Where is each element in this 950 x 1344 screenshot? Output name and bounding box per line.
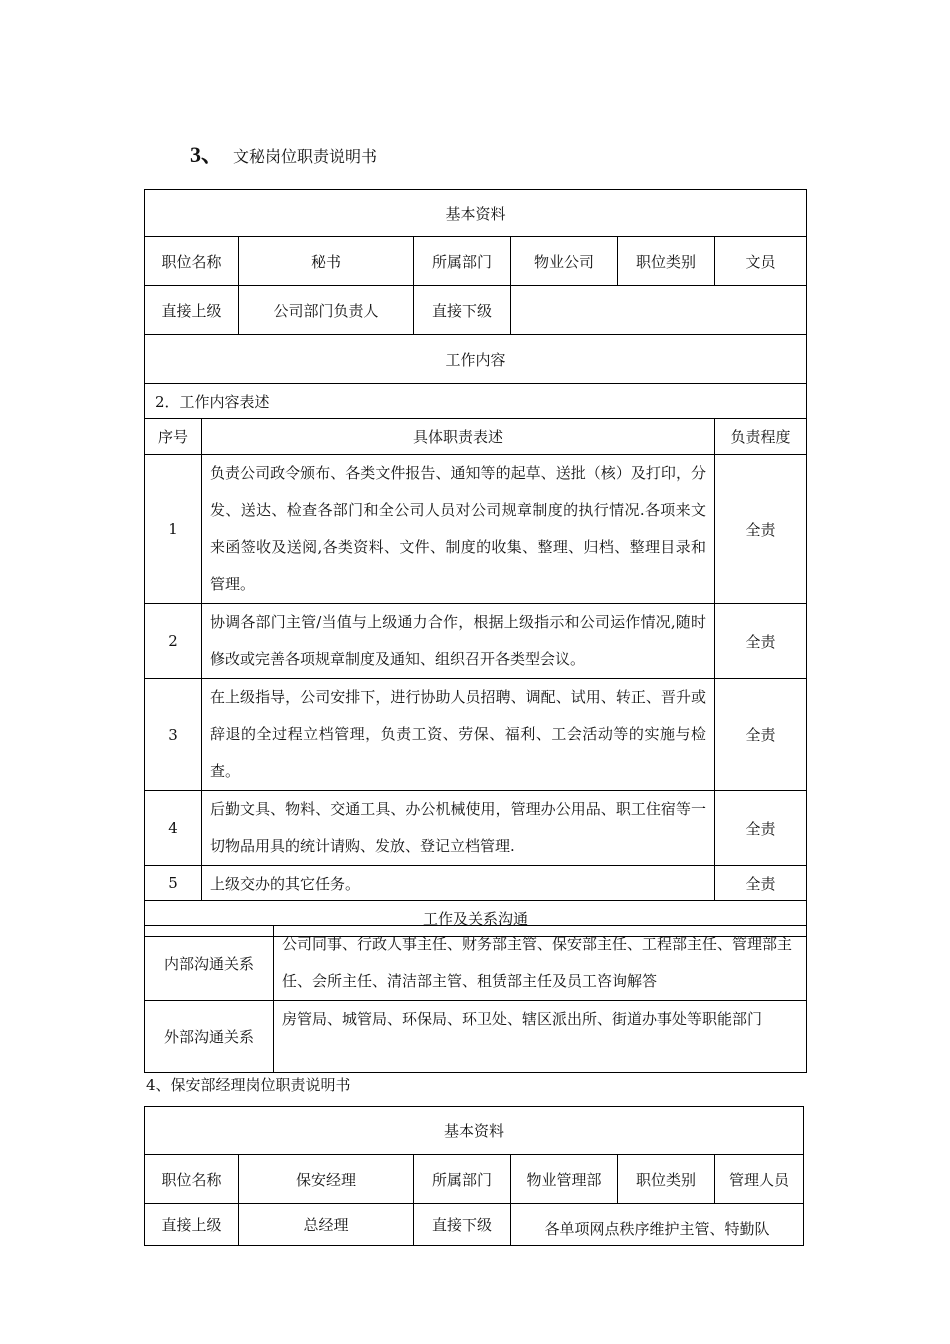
duty-level: 全责: [715, 455, 807, 604]
cell: 所属部门: [414, 1155, 511, 1204]
cell: 公司部门负责人: [239, 286, 414, 335]
cell: 所属部门: [414, 237, 511, 286]
duty-text: 后勤文具、物料、交通工具、办公机械使用，管理办公用品、职工住宿等一切物品用具的统计请购、发放、登记立档管理.: [202, 791, 715, 866]
comm-text-internal: 公司同事、行政人事主任、财务部主管、保安部主任、工程部主任、管理部主任、会所主任、清洁部主管、租赁部主任及员工咨询解答: [274, 926, 807, 1001]
cell: 总经理: [239, 1204, 414, 1246]
comm-label-external: 外部沟通关系: [145, 1001, 274, 1073]
duty-text: 上级交办的其它任务。: [202, 866, 715, 901]
cell: 各单项网点秩序维护主管、特勤队: [511, 1204, 804, 1246]
section-number: 3、: [190, 142, 224, 167]
work-content-header: 工作内容: [145, 335, 807, 384]
duty-level: 全责: [715, 791, 807, 866]
duties-table: [144, 383, 807, 937]
cell: 管理人员: [715, 1155, 804, 1204]
cell: 直接上级: [145, 286, 239, 335]
table-row: [145, 791, 807, 866]
cell: 直接下级: [414, 286, 511, 335]
security-manager-table: [144, 1106, 804, 1246]
duty-no: 5: [145, 866, 202, 901]
section-title: 文秘岗位职责说明书: [233, 147, 378, 166]
basic-info-header: 基本资料: [145, 1107, 804, 1155]
table-row: [145, 866, 807, 901]
duty-no: 3: [145, 679, 202, 791]
cell: 职位名称: [145, 237, 239, 286]
comm-label-internal: 内部沟通关系: [145, 926, 274, 1001]
cell: 保安经理: [239, 1155, 414, 1204]
duty-no: 1: [145, 455, 202, 604]
cell: 秘书: [239, 237, 414, 286]
table-row: [145, 679, 807, 791]
duty-text: 负责公司政令颁布、各类文件报告、通知等的起草、送批（核）及打印，分发、送达、检查各部门和全公司人员对公司规章制度的执行情况.各项来文来函签收及送阅,各类资料、文件、制度的收集、整理、归档、整理目录和管理。: [202, 455, 715, 604]
secretary-job-table: [144, 189, 807, 384]
table-row: [145, 455, 807, 604]
table-row: [145, 926, 807, 1001]
communication-header: 工作及关系沟通: [145, 901, 807, 937]
cell: 职位类别: [618, 1155, 715, 1204]
duty-no: 2: [145, 604, 202, 679]
col-header-no: 序号: [145, 419, 202, 455]
section-heading-3: [190, 138, 377, 169]
comm-text-external: 房管局、城管局、环保局、环卫处、辖区派出所、街道办事处等职能部门: [274, 1001, 807, 1073]
duty-text: 协调各部门主管/当值与上级通力合作，根据上级指示和公司运作情况,随时修改或完善各项规章制度及通知、组织召开各类型会议。: [202, 604, 715, 679]
communication-table: [144, 925, 807, 1073]
work-description-subheading: 2．工作内容表述: [145, 384, 807, 419]
cell: 物业管理部: [511, 1155, 618, 1204]
cell: 文员: [715, 237, 807, 286]
duty-no: 4: [145, 791, 202, 866]
cell: 物业公司: [511, 237, 618, 286]
col-header-level: 负责程度: [715, 419, 807, 455]
section-heading-4: 4、保安部经理岗位职责说明书: [146, 1076, 351, 1094]
duty-level: 全责: [715, 604, 807, 679]
cell: 直接下级: [414, 1204, 511, 1246]
col-header-duty: 具体职责表述: [202, 419, 715, 455]
duty-text: 在上级指导，公司安排下，进行协助人员招聘、调配、试用、转正、晋升或辞退的全过程立档管理，负责工资、劳保、福利、工会活动等的实施与检查。: [202, 679, 715, 791]
duty-level: 全责: [715, 866, 807, 901]
cell: 职位类别: [618, 237, 715, 286]
table-row: [145, 1001, 807, 1073]
cell: [511, 286, 807, 335]
table-row: [145, 604, 807, 679]
basic-info-header: 基本资料: [145, 190, 807, 237]
duty-level: 全责: [715, 679, 807, 791]
cell: 职位名称: [145, 1155, 239, 1204]
cell: 直接上级: [145, 1204, 239, 1246]
